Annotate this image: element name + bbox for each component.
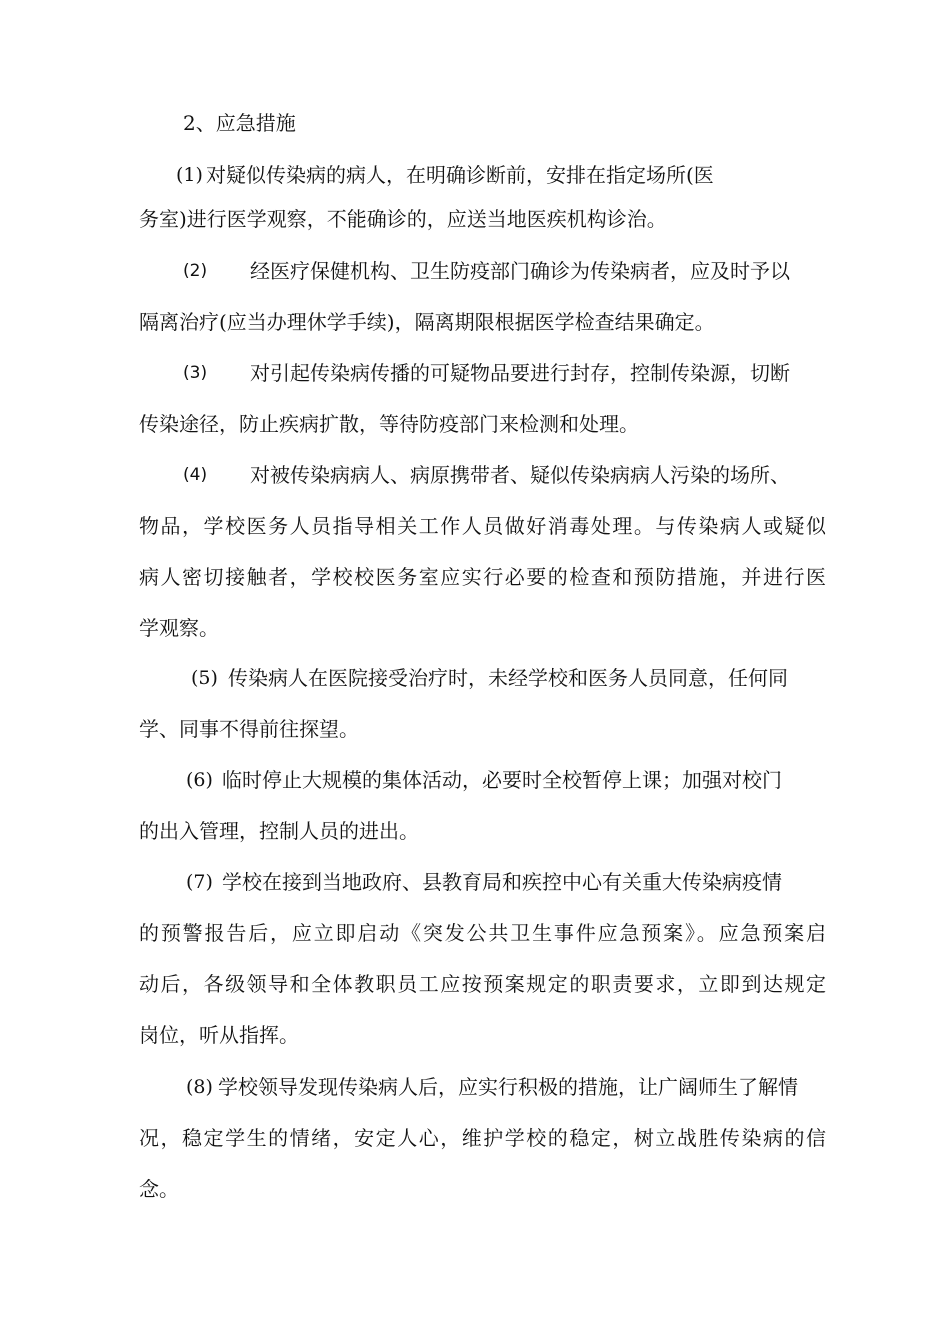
item-1-number: (1) xyxy=(176,164,203,186)
item-2-line-2: 隔离治疗(应当办理休学手续)，隔离期限根据医学检查结果确定。 xyxy=(139,310,715,334)
item-6-line-1: 临时停止大规模的集体活动，必要时全校暂停上课；加强对校门 xyxy=(222,768,782,792)
item-4-number: (4) xyxy=(183,465,208,485)
item-1-line-2: 务室)进行医学观察，不能确诊的，应送当地医疾机构诊治。 xyxy=(139,207,667,231)
item-7-line-3: 动后，各级领导和全体教职员工应按预案规定的职责要求，立即到达规定 xyxy=(139,972,826,996)
section-heading: 2、应急措施 xyxy=(183,111,296,135)
item-8-number: (8) xyxy=(186,1076,213,1098)
item-7-line-1: 学校在接到当地政府、县教育局和疾控中心有关重大传染病疫情 xyxy=(222,870,782,894)
item-8-line-3: 念。 xyxy=(139,1177,179,1201)
item-3-number: (3) xyxy=(183,363,208,383)
item-7-number: (7) xyxy=(186,871,213,893)
item-5-line-2: 学、同事不得前往探望。 xyxy=(139,717,359,741)
item-2-number: (2) xyxy=(183,261,208,281)
item-6-line-2: 的出入管理，控制人员的进出。 xyxy=(139,819,419,843)
item-4-line-3: 病人密切接触者，学校校医务室应实行必要的检查和预防措施，并进行医 xyxy=(139,565,826,589)
item-4-line-1: 对被传染病病人、病原携带者、疑似传染病病人污染的场所、 xyxy=(250,463,790,487)
item-1-line-1: 对疑似传染病的病人，在明确诊断前，安排在指定场所(医 xyxy=(206,163,714,187)
item-4-line-2: 物品，学校医务人员指导相关工作人员做好消毒处理。与传染病人或疑似 xyxy=(139,514,826,538)
item-3-line-2: 传染途径，防止疾病扩散，等待防疫部门来检测和处理。 xyxy=(139,412,639,436)
item-8-line-2: 况，稳定学生的情绪，安定人心，维护学校的稳定，树立战胜传染病的信 xyxy=(139,1126,826,1150)
item-2-line-1: 经医疗保健机构、卫生防疫部门确诊为传染病者，应及时予以 xyxy=(250,259,790,283)
item-6-number: (6) xyxy=(186,769,213,791)
item-8-line-1: 学校领导发现传染病人后，应实行积极的措施，让广阔师生了解情 xyxy=(218,1075,798,1099)
item-4-line-4: 学观察。 xyxy=(139,616,219,640)
item-7-line-4: 岗位，听从指挥。 xyxy=(139,1023,299,1047)
item-5-line-1: 传染病人在医院接受治疗时，未经学校和医务人员同意，任何同 xyxy=(228,666,788,690)
item-3-line-1: 对引起传染病传播的可疑物品要进行封存，控制传染源，切断 xyxy=(250,361,790,385)
item-5-number: (5) xyxy=(191,667,218,689)
item-7-line-2: 的预警报告后，应立即启动《突发公共卫生事件应急预案》。应急预案启 xyxy=(139,921,826,945)
